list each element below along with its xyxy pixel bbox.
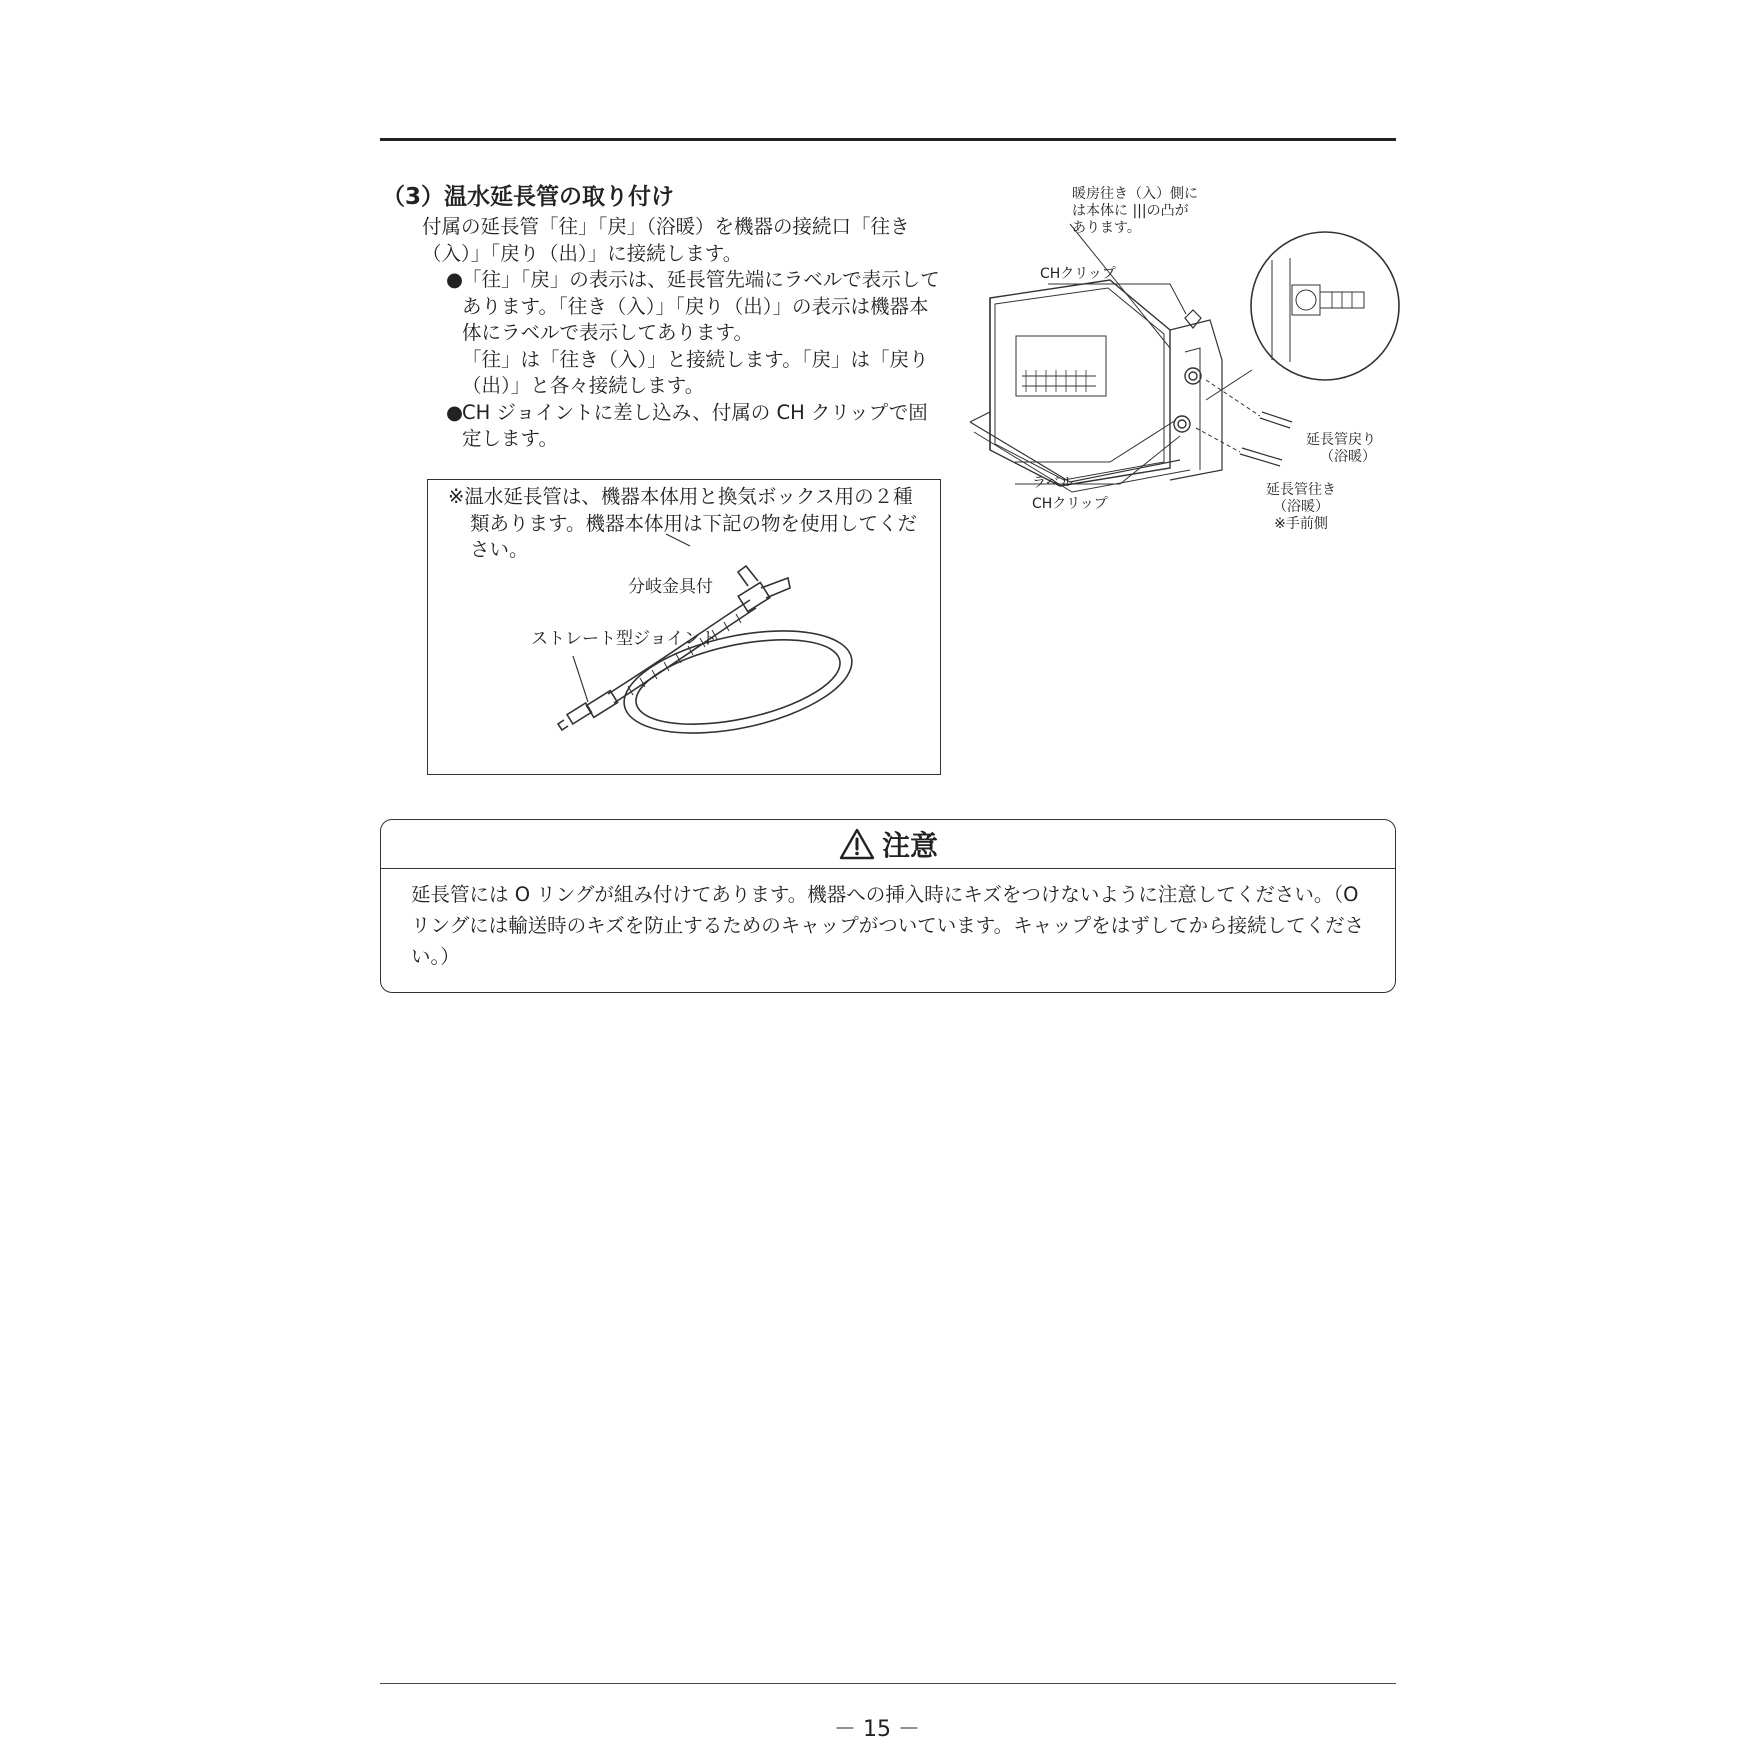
section-title: （3）温水延長管の取り付け bbox=[382, 184, 675, 210]
label-line: （浴暖） bbox=[1320, 449, 1376, 465]
label-branch-fitting: 分岐金具付 bbox=[628, 577, 713, 597]
caution-title: 注意 bbox=[881, 829, 938, 862]
bottom-rule bbox=[380, 1683, 1396, 1684]
hose-note-box bbox=[427, 479, 941, 775]
note-text: ※温水延長管は、機器本体用と換気ボックス用の２種類あります。機器本体用は下記の物を使用してください。 bbox=[448, 485, 917, 561]
caution-header bbox=[381, 820, 1395, 869]
label-ch-clip-top: CHクリップ bbox=[1040, 266, 1116, 282]
label-line: ※手前側 bbox=[1274, 516, 1328, 532]
bullet-sub-text: 「往」は「往き（入）」と接続します。「戻」は「戻り（出）」と各々接続します。 bbox=[462, 347, 929, 397]
intro-text: 付属の延長管「往」「戻」（浴暖）を機器の接続口「往き（入）」「戻り（出）」に接続します。 bbox=[422, 215, 910, 265]
label-line: 延長管戻り bbox=[1306, 432, 1376, 448]
bullet-clip-info bbox=[422, 400, 942, 453]
label-return-pipe bbox=[1306, 432, 1376, 466]
caution-box bbox=[380, 819, 1396, 993]
label-label: ラベル bbox=[1032, 475, 1074, 491]
bullet-text: 「往」「戻」の表示は、延長管先端にラベルで表示してあります。「往き（入）」「戻り（出）」の表示は機器本体にラベルで表示してあります。 bbox=[462, 268, 940, 344]
page-number: － 15 － bbox=[834, 1717, 920, 1742]
bullet-marker: ● bbox=[446, 400, 464, 424]
top-rule bbox=[380, 138, 1396, 141]
label-line: 暖房往き（入）側に bbox=[1072, 186, 1198, 202]
unit-illustration bbox=[960, 180, 1400, 540]
label-straight-joint: ストレート型ジョイント bbox=[531, 629, 718, 649]
label-line: あります。 bbox=[1072, 220, 1141, 236]
warning-triangle-icon bbox=[838, 827, 876, 861]
instructions bbox=[422, 214, 942, 453]
bullet-text: CH ジョイントに差し込み、付属の CH クリップで固定します。 bbox=[462, 400, 928, 450]
bullet-marker: ● bbox=[446, 268, 464, 291]
caution-body: 延長管には O リングが組み付けてあります。機器への挿入時にキズをつけないように注意してください。（O リングには輸送時のキズを防止するためのキャップがついています。キャップをはずしてから接続してください。） bbox=[411, 883, 1365, 968]
bullet-label-info bbox=[422, 267, 942, 347]
label-line: （浴暖） bbox=[1273, 499, 1329, 515]
label-supply-pipe bbox=[1266, 482, 1336, 533]
label-line: は本体に |||の凸が bbox=[1072, 203, 1189, 219]
label-line: 延長管往き bbox=[1266, 482, 1336, 498]
label-ch-clip-bottom: CHクリップ bbox=[1032, 496, 1108, 512]
label-boss-note bbox=[1072, 186, 1198, 237]
